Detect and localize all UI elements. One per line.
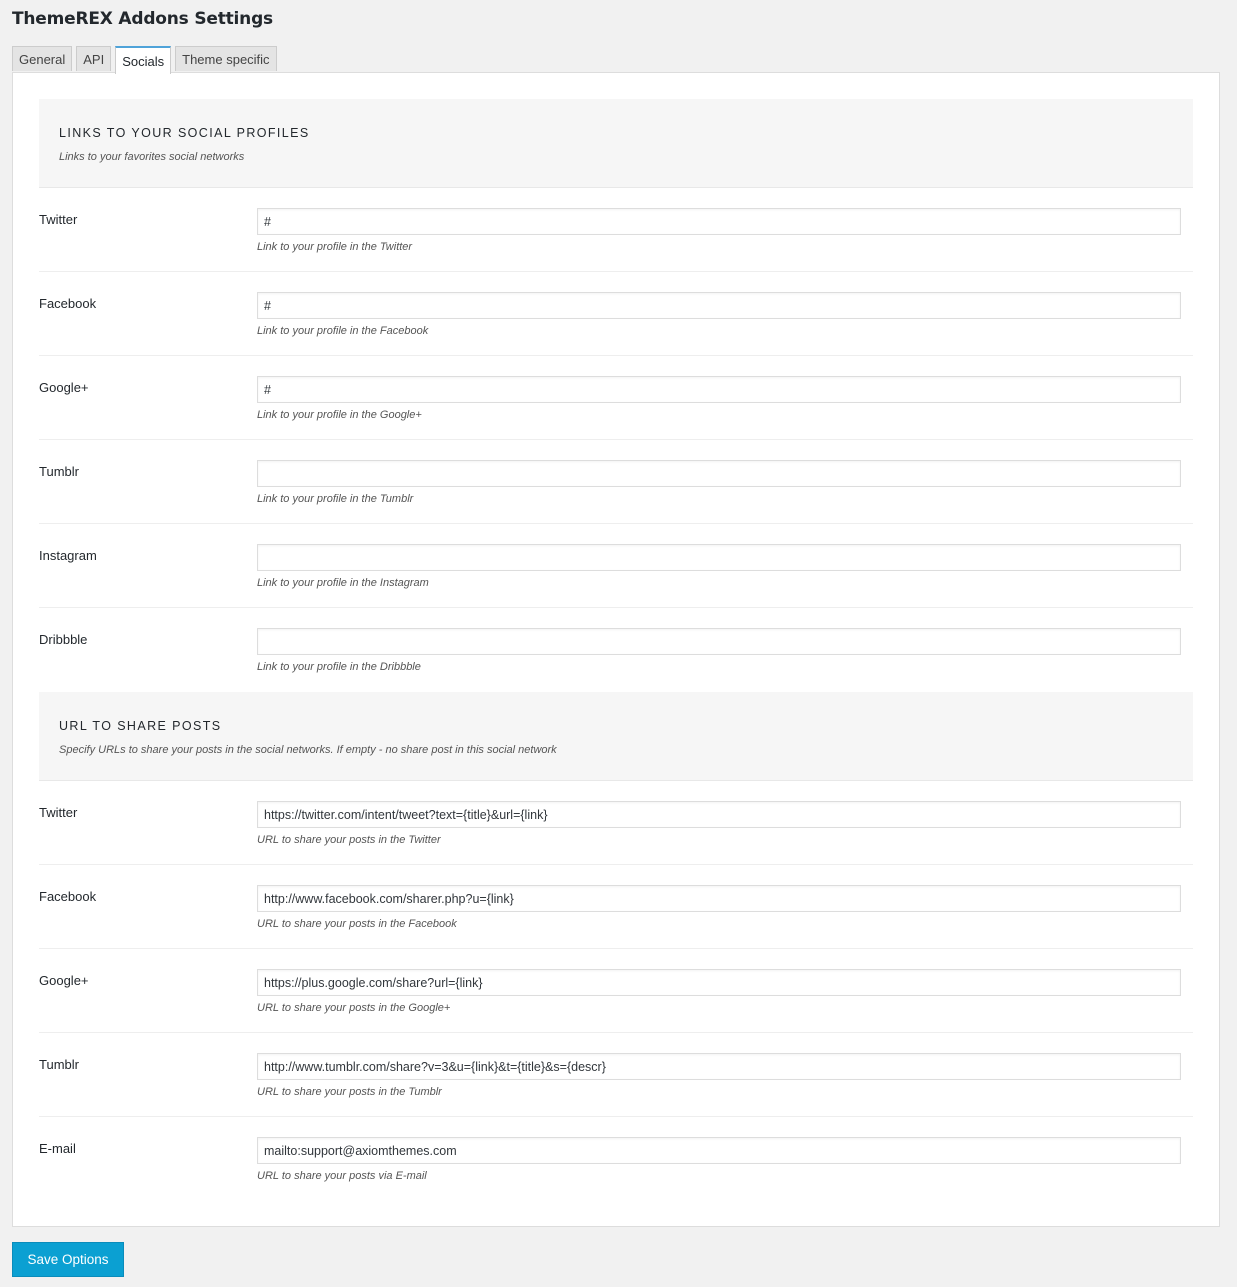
field-label: E-mail: [39, 1141, 76, 1156]
profile-row-twitter: [39, 188, 1193, 272]
tab-general[interactable]: General: [12, 46, 72, 71]
twitter-share-url-input[interactable]: [257, 801, 1181, 828]
profile-row-facebook: [39, 272, 1193, 356]
field-description: URL to share your posts in the Twitter: [257, 834, 441, 846]
field-description: Link to your profile in the Facebook: [257, 325, 429, 337]
dribbble-profile-input[interactable]: [257, 628, 1181, 655]
tab-socials[interactable]: Socials: [115, 46, 171, 74]
google-plus-share-url-input[interactable]: [257, 969, 1181, 996]
field-description: Link to your profile in the Twitter: [257, 241, 413, 253]
field-label: Twitter: [39, 212, 78, 227]
profile-row-tumblr: [39, 440, 1193, 524]
share-row-email: [39, 1117, 1193, 1201]
twitter-profile-input[interactable]: [257, 208, 1181, 235]
field-label: Dribbble: [39, 632, 88, 647]
field-label: Tumblr: [39, 1057, 79, 1072]
share-row-google-plus: [39, 949, 1193, 1033]
share-row-twitter: [39, 781, 1193, 865]
field-label: Google+: [39, 973, 89, 988]
google-plus-profile-input[interactable]: [257, 376, 1181, 403]
field-description: Link to your profile in the Tumblr: [257, 493, 414, 505]
field-label: Tumblr: [39, 464, 79, 479]
section-profiles-header: [39, 99, 1193, 188]
settings-panel: [12, 72, 1220, 1227]
tab-api[interactable]: API: [76, 46, 111, 71]
field-description: URL to share your posts in the Tumblr: [257, 1086, 442, 1098]
section-profiles-description: Links to your favorites social networks: [59, 151, 245, 163]
field-description: URL to share your posts via E-mail: [257, 1170, 427, 1182]
share-row-facebook: [39, 865, 1193, 949]
tab-theme-specific[interactable]: Theme specific: [175, 46, 276, 71]
field-description: URL to share your posts in the Facebook: [257, 918, 457, 930]
field-description: Link to your profile in the Google+: [257, 409, 422, 421]
tumblr-profile-input[interactable]: [257, 460, 1181, 487]
settings-tabs: [12, 46, 281, 73]
tumblr-share-url-input[interactable]: [257, 1053, 1181, 1080]
field-description: URL to share your posts in the Google+: [257, 1002, 451, 1014]
section-profiles-title: LINKS TO YOUR SOCIAL PROFILES: [59, 126, 310, 140]
facebook-share-url-input[interactable]: [257, 885, 1181, 912]
save-options-button[interactable]: Save Options: [12, 1242, 124, 1277]
field-description: Link to your profile in the Instagram: [257, 577, 429, 589]
share-row-tumblr: [39, 1033, 1193, 1117]
page-title: ThemeREX Addons Settings: [12, 9, 273, 29]
field-label: Facebook: [39, 889, 97, 904]
section-share-title: URL TO SHARE POSTS: [59, 719, 222, 733]
instagram-profile-input[interactable]: [257, 544, 1181, 571]
field-description: Link to your profile in the Dribbble: [257, 661, 421, 673]
facebook-profile-input[interactable]: [257, 292, 1181, 319]
field-label: Twitter: [39, 805, 78, 820]
field-label: Instagram: [39, 548, 97, 563]
section-share-header: [39, 692, 1193, 781]
field-label: Facebook: [39, 296, 97, 311]
section-share-description: Specify URLs to share your posts in the social networks. If empty - no share post in this social network: [59, 744, 557, 756]
profile-row-google-plus: [39, 356, 1193, 440]
profile-row-dribbble: [39, 608, 1193, 692]
email-share-url-input[interactable]: [257, 1137, 1181, 1164]
field-label: Google+: [39, 380, 89, 395]
profile-row-instagram: [39, 524, 1193, 608]
